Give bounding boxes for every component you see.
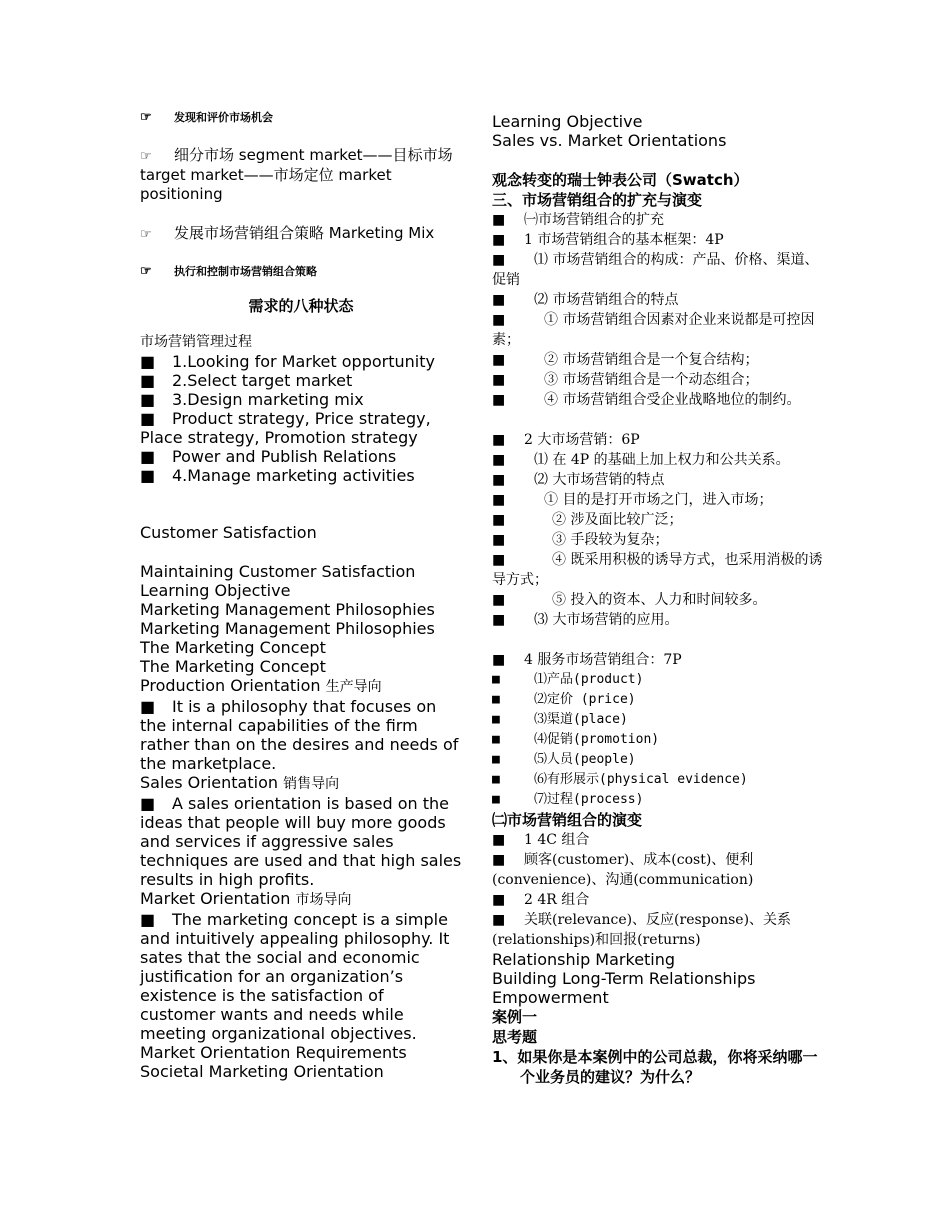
square-bullet-icon: ■ xyxy=(140,352,156,371)
list-item: ■ ① 目的是打开市场之门，进入市场； xyxy=(492,492,773,508)
text-line: Learning Objective xyxy=(492,112,643,131)
list-item: ■ ② 市场营销组合是一个复合结构； xyxy=(492,352,759,368)
list-item: ■ ⑷促销(promotion) xyxy=(492,730,827,750)
square-bullet-icon: ■ xyxy=(140,910,156,929)
text-line: Sales vs. Market Orientations xyxy=(492,131,727,150)
square-bullet-icon: ■ xyxy=(140,447,156,466)
square-bullet-icon: ■ xyxy=(492,512,506,528)
list-item: ■ ⑶渠道(place) xyxy=(492,710,827,730)
square-bullet-icon: ■ xyxy=(492,712,500,727)
case-heading: 案例一 xyxy=(492,1008,538,1026)
list-item: ■ ⑸人员(people) xyxy=(492,750,827,770)
square-bullet-icon: ■ xyxy=(140,390,156,409)
square-bullet-icon: ■ xyxy=(492,772,500,787)
text-line: Maintaining Customer Satisfaction xyxy=(140,562,416,581)
list-item: ■ ③ 市场营销组合是一个动态组合； xyxy=(492,372,759,388)
list-item: ■ 1.Looking for Market opportunity xyxy=(140,352,435,371)
square-bullet-icon: ■ xyxy=(492,372,506,388)
list-item: ■ 顾客(customer)、成本(cost)、便利(convenience)、沟通(communication) xyxy=(492,852,754,888)
list-item: ■ ③ 手段较为复杂； xyxy=(492,532,669,548)
pointing-hand-icon: ☞ xyxy=(140,227,152,242)
list-item: ■ 2.Select target market xyxy=(140,371,353,390)
list-item: ■ 4 服务市场营销组合：7P xyxy=(492,652,682,668)
square-bullet-icon: ■ xyxy=(140,697,156,716)
square-bullet-icon: ■ xyxy=(492,852,506,868)
square-bullet-icon: ■ xyxy=(492,612,506,628)
list-item: ■ 关联(relevance)、反应(response)、关系(relationships)和回报(returns) xyxy=(492,912,792,948)
list-item: ■ ④ 市场营销组合受企业战略地位的制约。 xyxy=(492,392,801,408)
list-item: ■ Product strategy, Price strategy, Place strategy, Promotion strategy xyxy=(140,409,431,447)
market-text: ■ The marketing concept is a simple and intuitively appealing philosophy. It sates that the social and economic justification for an organization’s existence is the satisfaction of customer wants and needs while meeting organizational objectives. xyxy=(140,910,450,1043)
square-bullet-icon: ■ xyxy=(492,752,500,767)
square-bullet-icon: ■ xyxy=(492,832,506,848)
intro-item: ☞ 发现和评价市场机会 xyxy=(140,110,273,125)
heading-eight-states: 需求的八种状态 xyxy=(248,297,354,315)
square-bullet-icon: ■ xyxy=(140,466,156,485)
square-bullet-icon: ■ xyxy=(492,212,506,228)
text-line: The Marketing Concept xyxy=(140,638,326,657)
square-bullet-icon: ■ xyxy=(492,312,506,328)
sales-text: ■ A sales orientation is based on the ideas that people will buy more goods and services if aggressive sales techniques are used and that high sales results in high profits. xyxy=(140,794,462,889)
square-bullet-icon: ■ xyxy=(492,652,506,668)
text-line: Relationship Marketing xyxy=(492,950,676,969)
square-bullet-icon: ■ xyxy=(492,252,506,268)
intro-item: ☞ 细分市场 segment market——目标市场 target market——市场定位 market positioning xyxy=(140,146,453,203)
list-item: ■ ② 涉及面比较广泛； xyxy=(492,512,683,528)
section-three-heading: 三、市场营销组合的扩充与演变 xyxy=(492,191,703,209)
list-item: ■ ⑴产品(product) xyxy=(492,670,827,690)
square-bullet-icon: ■ xyxy=(492,552,506,568)
sales-orientation: Sales Orientation 销售导向 xyxy=(140,773,340,792)
customer-satisfaction: Customer Satisfaction xyxy=(140,523,317,542)
list-item: ■ ⑵ 市场营销组合的特点 xyxy=(492,292,679,308)
square-bullet-icon: ■ xyxy=(140,371,156,390)
square-bullet-icon: ■ xyxy=(492,392,506,408)
right-column xyxy=(492,112,827,1087)
text-line: Marketing Management Philosophies xyxy=(140,619,435,638)
square-bullet-icon: ■ xyxy=(492,592,506,608)
list-item: ■ 2 4R 组合 xyxy=(492,892,590,908)
intro-item: ☞ 发展市场营销组合策略 Marketing Mix xyxy=(140,224,435,242)
text-line: Empowerment xyxy=(492,988,609,1007)
text-line: Learning Objective xyxy=(140,581,291,600)
text-line: Market Orientation Requirements xyxy=(140,1043,407,1062)
evolve-heading: ㈡市场营销组合的演变 xyxy=(492,811,643,829)
swatch-heading: 观念转变的瑞士钟表公司（Swatch） xyxy=(492,171,749,189)
list-item: ■ ⑵ 大市场营销的特点 xyxy=(492,472,665,488)
square-bullet-icon: ■ xyxy=(492,452,506,468)
list-item: ■ ㈠市场营销组合的扩充 xyxy=(492,212,664,228)
list-item: ■ 1 市场营销组合的基本框架：4P xyxy=(492,232,724,248)
square-bullet-icon: ■ xyxy=(492,732,500,747)
intro-item: ☞ 执行和控制市场营销组合策略 xyxy=(140,264,317,279)
square-bullet-icon: ■ xyxy=(492,352,506,368)
production-text: ■ It is a philosophy that focuses on the internal capabilities of the firm rather than on the desires and needs of the marketplace. xyxy=(140,697,459,773)
list-item: ■ Power and Publish Relations xyxy=(140,447,397,466)
pointing-hand-icon: ☞ xyxy=(140,264,152,279)
list-item: ■ 1 4C 组合 xyxy=(492,832,590,848)
process-title: 市场营销管理过程 xyxy=(140,334,252,350)
list-item: ■ ⑶ 大市场营销的应用。 xyxy=(492,612,679,628)
list-item: ■ ① 市场营销组合因素对企业来说都是可控因素； xyxy=(492,312,815,348)
list-item: ■ ⑤ 投入的资本、人力和时间较多。 xyxy=(492,592,767,608)
square-bullet-icon: ■ xyxy=(492,432,506,448)
text-line: Societal Marketing Orientation xyxy=(140,1062,384,1081)
square-bullet-icon: ■ xyxy=(492,232,506,248)
list-item: ■ ⑵定价 (price) xyxy=(492,690,827,710)
text-line: Marketing Management Philosophies xyxy=(140,600,435,619)
list-item: ■ 3.Design marketing mix xyxy=(140,390,364,409)
square-bullet-icon: ■ xyxy=(492,292,506,308)
square-bullet-icon: ■ xyxy=(492,792,500,807)
list-item: ■ ⑴ 在 4P 的基础上加上权力和公共关系。 xyxy=(492,452,790,468)
production-orientation: Production Orientation 生产导向 xyxy=(140,676,382,695)
think-heading: 思考题 xyxy=(492,1028,538,1046)
square-bullet-icon: ■ xyxy=(492,472,506,488)
list-item: ■ 4.Manage marketing activities xyxy=(140,466,415,485)
square-bullet-icon: ■ xyxy=(492,492,506,508)
list-item: ■ ⑴ 市场营销组合的构成：产品、价格、渠道、促销 xyxy=(492,252,819,288)
text-line: Building Long-Term Relationships xyxy=(492,969,756,988)
square-bullet-icon: ■ xyxy=(492,672,500,687)
list-item: ■ ④ 既采用积极的诱导方式，也采用消极的诱导方式； xyxy=(492,552,823,588)
square-bullet-icon: ■ xyxy=(140,409,156,428)
pointing-hand-icon: ☞ xyxy=(140,110,152,125)
square-bullet-icon: ■ xyxy=(492,912,506,928)
list-item: ■ ⑹有形展示(physical evidence) xyxy=(492,770,827,790)
text-line: The Marketing Concept xyxy=(140,657,326,676)
square-bullet-icon: ■ xyxy=(140,794,156,813)
list-item: ■ ⑺过程(process) xyxy=(492,790,827,810)
pointing-hand-icon: ☞ xyxy=(140,149,152,164)
left-column xyxy=(140,110,462,1081)
list-item: ■ 2 大市场营销：6P xyxy=(492,432,640,448)
question-text: 1、如果你是本案例中的公司总裁，你将采纳哪一个业务员的建议？为什么？ xyxy=(492,1048,818,1086)
square-bullet-icon: ■ xyxy=(492,892,506,908)
square-bullet-icon: ■ xyxy=(492,532,506,548)
square-bullet-icon: ■ xyxy=(492,692,500,707)
market-orientation: Market Orientation 市场导向 xyxy=(140,889,352,908)
